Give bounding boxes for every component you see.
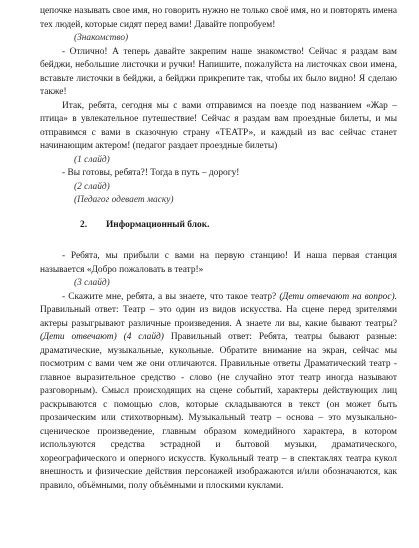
stage-note-slide-2: (2 слайд) xyxy=(74,181,110,192)
paragraph-train-journey: Итак, ребята, сегодня мы с вами отправимся на поезде под названием «Жар – птица» в увлекательное путешествие! Сейчас я раздам вам проездные билеты, и мы отправимся с вами в сказочную страну «ТЕАТР», и каждый из вас сейчас станет начинающим актером! (педагог раздает проездные билеты) xyxy=(40,100,397,151)
paragraph-ready: - Вы готовы, ребята?! Тогда в путь – дорогу! xyxy=(62,168,240,178)
section-title: Информационный блок. xyxy=(106,219,210,230)
paragraph-first-station: - Ребята, мы прибыли с вами на первую станцию! И наша первая станция называется «Добро пожаловать в театр!» xyxy=(40,251,397,275)
stage-note-mask: (Педагог одевает маску) xyxy=(74,195,174,205)
answer-text: Правильный ответ: Театр – это один из видов искусства. На сцене перед зрителями актеры разыгрывают различные произведения. А знаете ли вы, какие бывают театры? xyxy=(40,305,397,329)
stage-note-slide-3: (3 слайд) xyxy=(74,278,110,288)
section-number: 2. xyxy=(80,219,88,230)
stage-note-slide-4: (Дети отвечают) (4 слайд) xyxy=(40,332,164,342)
paragraph-what-is-theatre xyxy=(40,291,397,494)
paragraph-badges: - Отлично! А теперь давайте закрепим наше знакомство! Сейчас я раздам вам бейджи, небольшие листочки и ручки! Напишите, пожалуйста на листочках свои имена, вставьте листочки в бейджи, а бейджи прикрепите так, чтобы их было видно! Я сделаю также! xyxy=(40,46,397,97)
theatre-types-text: Правильный ответ: Ребята, театры бывают разные: драматические, музыкальные, кукольные. Обратите внимание на экран, сейчас мы посмотрим с вами чем же они отличаются. Правильные ответы Драматический театр - главное выразительное средство - слово (не случайно этот театр иногда называют разговорным). Смысл происходящих на сцене событий, характеры действующих лиц раскрываются с помощью слов, которые складываются в текст (он может быть прозаическим или стихотворным). Музыкальный театр – основа – это музыкально-сценическое произведение, главным образом комедийного характера, в котором используются средства эстрадной и бытовой музыки, драматического, хореографического и оперного искусств. Кукольный театр – в спектаклях театра кукол внешность и физические действия персонажей изображаются и/или обозначаются, как правило, объёмными, полу объёмными и плоскими куклами. xyxy=(40,332,397,491)
stage-note-children-answer: (Дети отвечают на вопрос). xyxy=(279,291,397,302)
stage-note-slide-1: (1 слайд) xyxy=(74,154,110,165)
section-heading xyxy=(40,219,397,233)
paragraph-intro-continued: цепочке называть свое имя, но говорить нужно не только своё имя, но и повторять имена тех людей, которые сидят перед вами! Давайте попробуем! xyxy=(40,6,397,30)
stage-note-acquaintance: (Знакомство) xyxy=(74,33,129,43)
question-text: - Скажите мне, ребята, а вы знаете, что такое театр? xyxy=(62,291,280,302)
